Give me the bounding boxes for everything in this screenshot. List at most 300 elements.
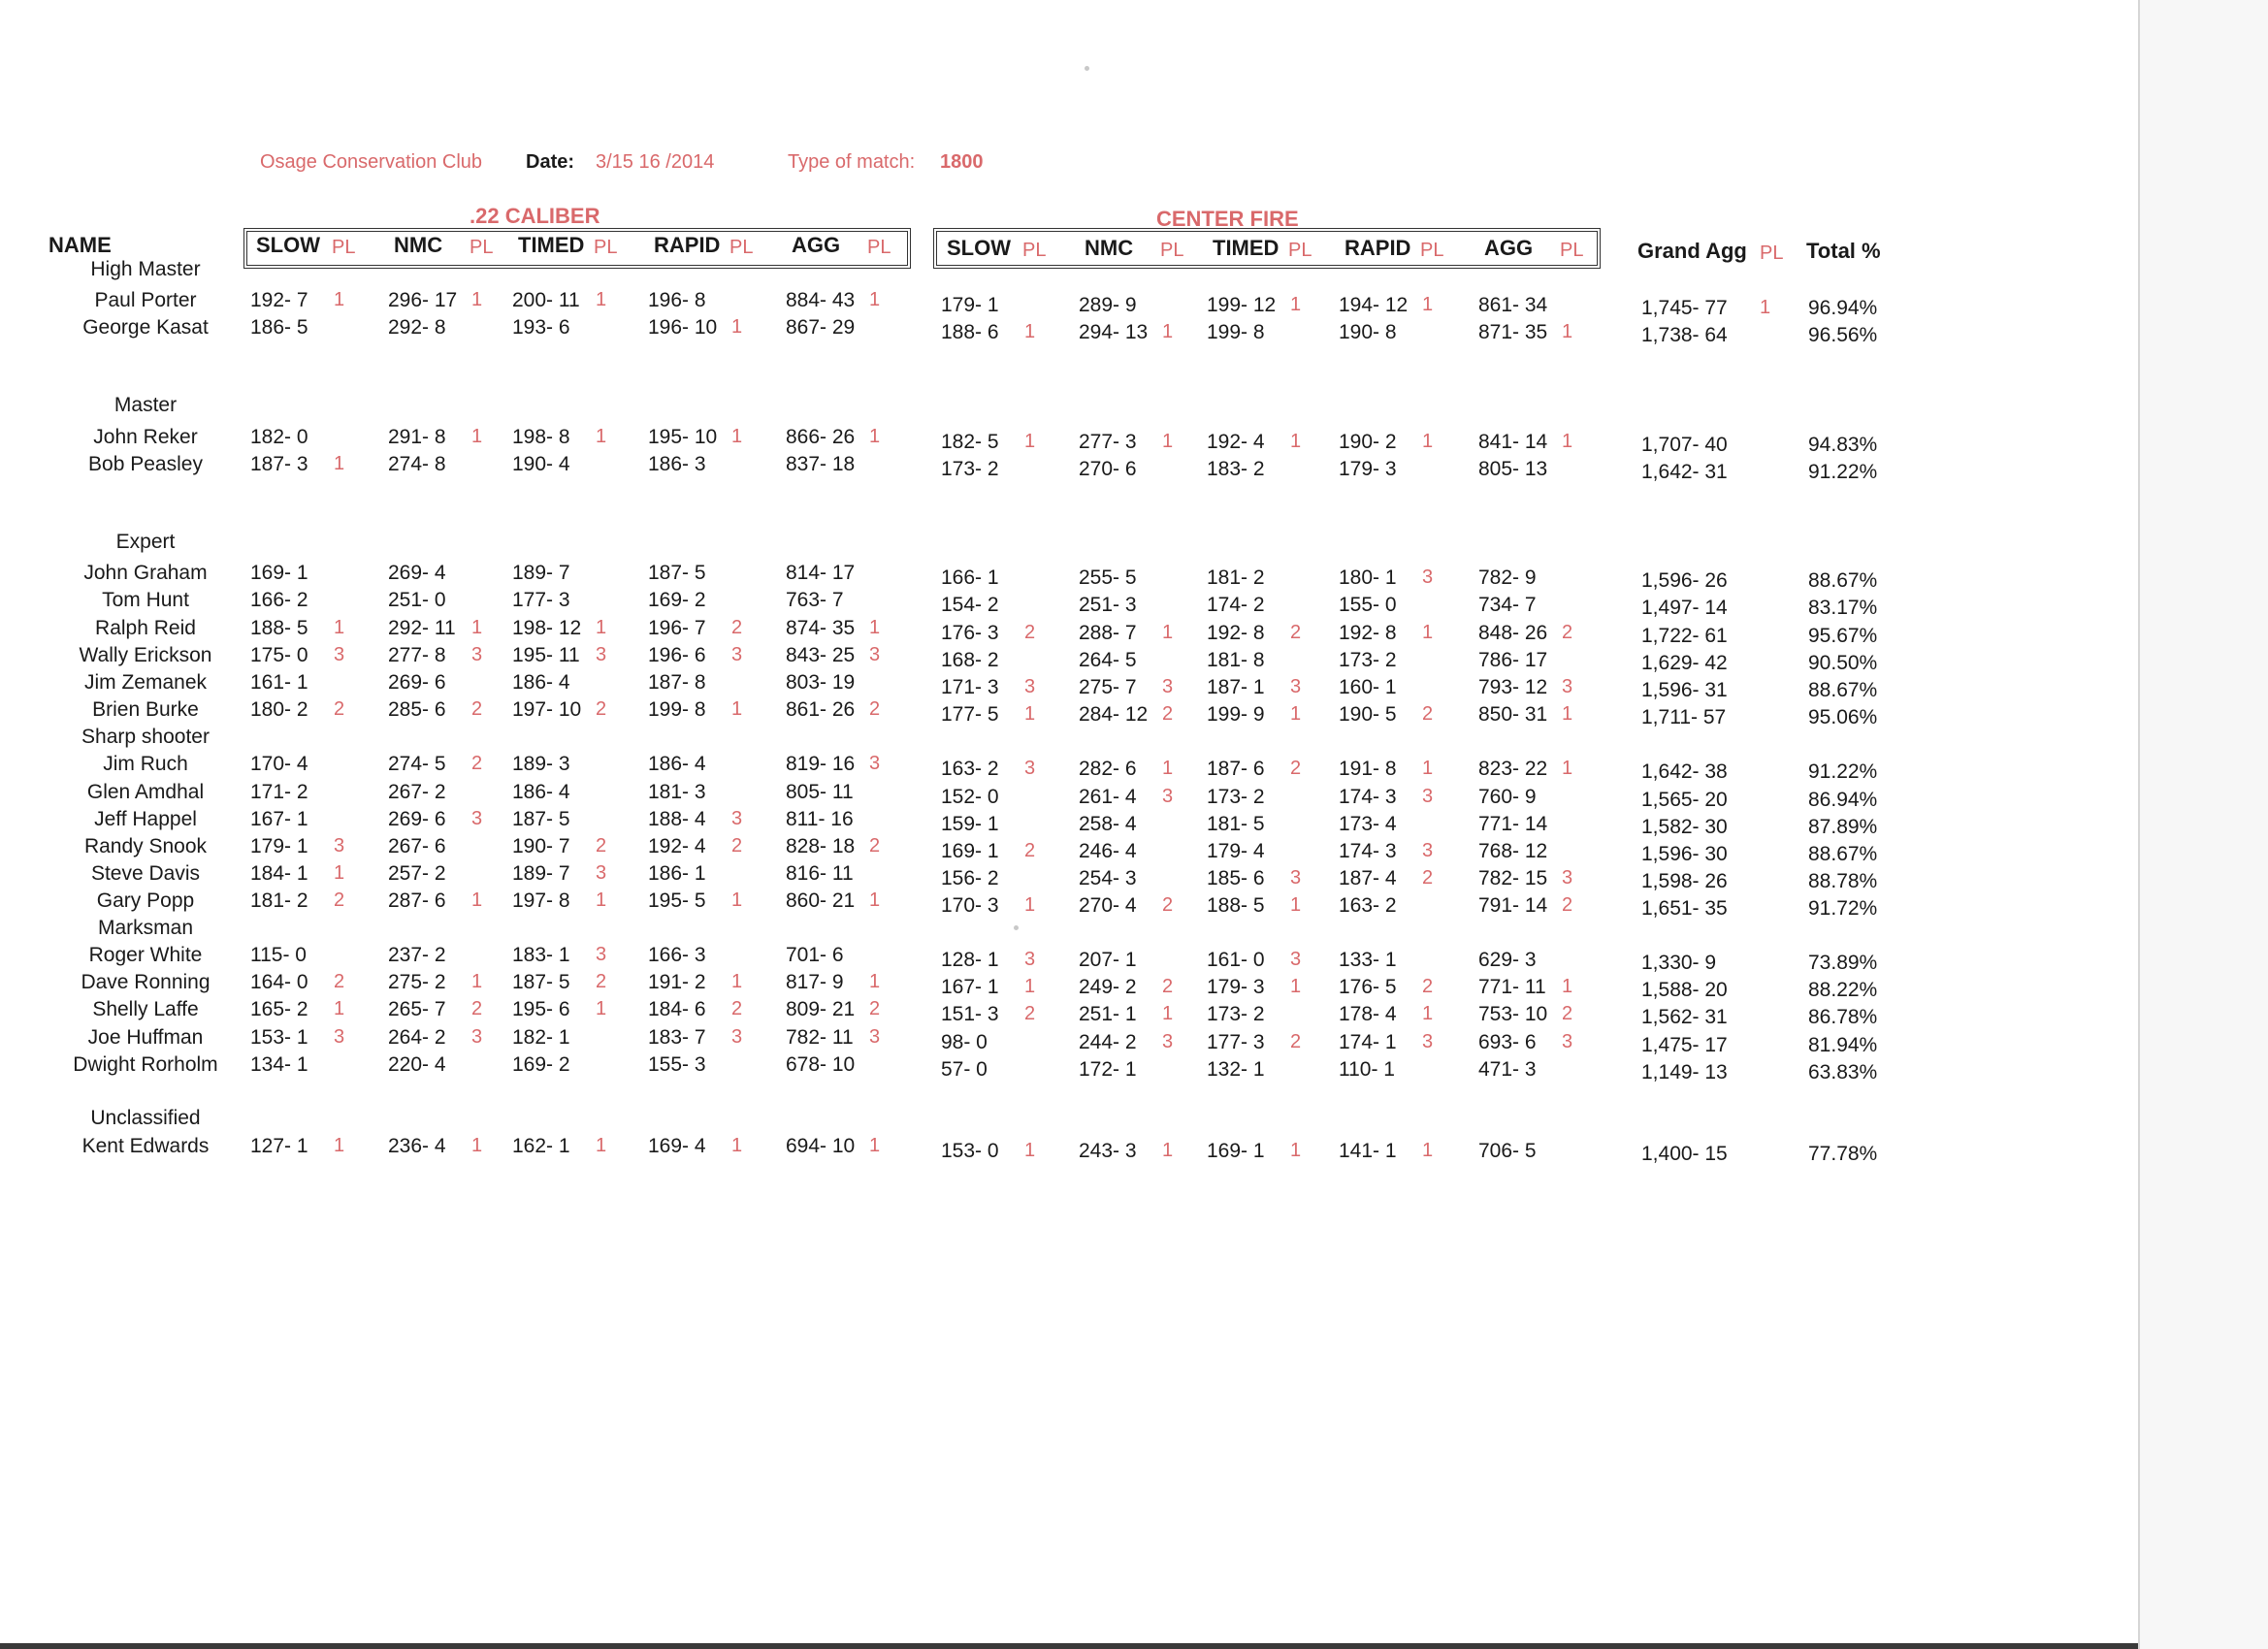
shooter-row [0,589,2138,619]
c22-nmc-header [394,233,442,258]
cf-timed-score: 199- 9 [1207,703,1265,726]
cf-rapid-score: 176- 5 [1339,976,1397,998]
c22-timed-pl-header-label: PL [594,237,618,258]
cf-slow-score: 128- 1 [941,949,999,971]
cf-slow-place: 1 [1024,703,1036,725]
shooter-name: Gary Popp [96,889,195,912]
c22-timed-pl-header [594,234,617,259]
cf-agg-score: 771- 14 [1478,813,1548,835]
c22-rapid-header-label: RAPID [654,233,721,257]
c22-agg-place: 1 [869,889,881,911]
cf-agg-score: 771- 11 [1478,976,1546,998]
c22-slow-score: 179- 1 [250,835,308,857]
c22-rapid-score: 196- 6 [648,644,706,666]
c22-nmc-score: 292- 8 [388,316,446,339]
c22-nmc-score: 236- 4 [388,1135,446,1157]
group-label: Marksman [97,917,194,939]
cf-timed-place: 1 [1290,703,1302,725]
c22-agg-pl-header [867,234,891,259]
c22-timed-score: 162- 1 [512,1135,570,1157]
cf-slow-place: 3 [1024,758,1036,779]
grand-agg-score: 1,497- 14 [1641,597,1728,619]
cf-timed-score: 132- 1 [1207,1058,1265,1081]
group-label-row [0,531,2138,558]
cf-slow-score: 171- 3 [941,676,999,698]
total-percent: 91.72% [1808,897,1878,920]
cf-timed-score: 161- 0 [1207,949,1265,971]
cf-nmc-score: 282- 6 [1079,758,1137,780]
c22-slow-score: 134- 1 [250,1053,308,1076]
cf-slow-score: 176- 3 [941,622,999,644]
cf-timed-score: 173- 2 [1207,1003,1265,1025]
cf-nmc-place: 1 [1162,758,1174,779]
cf-nmc-place: 3 [1162,676,1174,697]
section-22-caliber: .22 CALIBER [470,204,600,228]
c22-rapid-score: 187- 5 [648,562,706,584]
c22-nmc-score: 220- 4 [388,1053,446,1076]
cf-timed-score: 185- 6 [1207,867,1265,889]
c22-agg-place: 2 [869,835,881,857]
cf-agg-score: 734- 7 [1478,594,1537,616]
cf-nmc-score: 255- 5 [1079,566,1137,589]
cf-rapid-place: 3 [1422,566,1434,588]
cf-nmc-place: 1 [1162,431,1174,452]
cf-slow-score: 151- 3 [941,1003,999,1025]
cf-slow-place: 3 [1024,676,1036,697]
c22-slow-score: 165- 2 [250,998,308,1020]
cf-nmc-score: 172- 1 [1079,1058,1137,1081]
c22-agg-place: 1 [869,289,881,310]
cf-timed-place: 1 [1290,894,1302,916]
cf-nmc-score: 288- 7 [1079,622,1137,644]
c22-rapid-place: 1 [731,1135,743,1156]
total-percent: 91.22% [1808,461,1878,483]
shooter-name: Ralph Reid [95,617,196,639]
grand-agg-score: 1,582- 30 [1641,816,1728,838]
c22-agg-place: 1 [869,1135,881,1156]
c22-slow-score: 166- 2 [250,589,308,611]
cf-rapid-score: 174- 3 [1339,840,1397,862]
c22-slow-place: 1 [334,453,345,474]
c22-nmc-score: 269- 6 [388,808,446,830]
c22-slow-place: 1 [334,289,345,310]
shooter-name: John Graham [83,562,208,584]
club-name: Osage Conservation Club [260,151,483,173]
cf-agg-score: 793- 12 [1478,676,1548,698]
c22-timed-place: 1 [596,289,607,310]
c22-rapid-place: 2 [731,998,743,1019]
cf-agg-score: 805- 13 [1478,458,1548,480]
c22-slow-score: 187- 3 [250,453,308,475]
grand-agg-pl-header-label: PL [1760,242,1784,264]
c22-timed-score: 197- 8 [512,889,570,912]
cf-timed-place: 3 [1290,867,1302,889]
cf-timed-score: 187- 1 [1207,676,1265,698]
grand-agg-score: 1,596- 30 [1641,843,1728,865]
group-label: Master [113,394,178,416]
cf-agg-score: 841- 14 [1478,431,1548,453]
c22-nmc-place: 3 [471,808,483,829]
cf-agg-score: 791- 14 [1478,894,1548,917]
c22-agg-score: 837- 18 [786,453,856,475]
cf-agg-place: 2 [1562,894,1573,916]
c22-timed-score: 200- 11 [512,289,580,311]
cf-timed-place: 3 [1290,949,1302,970]
cf-nmc-score: 254- 3 [1079,867,1137,889]
c22-slow-score: 182- 0 [250,426,308,448]
cf-rapid-score: 190- 8 [1339,321,1397,343]
page-edge-strip [2138,0,2268,1649]
grand-agg-score: 1,598- 26 [1641,870,1728,892]
cf-timed-score: 174- 2 [1207,594,1265,616]
grand-agg-score: 1,707- 40 [1641,434,1728,456]
c22-timed-score: 195- 11 [512,644,580,666]
c22-rapid-score: 188- 4 [648,808,706,830]
cf-slow-score: 98- 0 [941,1031,988,1053]
shooter-name: Dwight Rorholm [73,1053,218,1076]
cf-nmc-place: 1 [1162,1140,1174,1161]
shooter-name: Shelly Laffe [92,998,199,1020]
cf-nmc-score: 294- 13 [1079,321,1149,343]
cf-rapid-score: 155- 0 [1339,594,1397,616]
shooter-row [0,617,2138,647]
date-label: Date: [526,151,575,173]
c22-timed-place: 2 [596,698,607,720]
c22-timed-place: 3 [596,944,607,965]
cf-nmc-pl-header-label: PL [1160,240,1184,261]
c22-agg-score: 805- 11 [786,781,854,803]
cf-nmc-score: 275- 7 [1079,676,1137,698]
cf-slow-place: 3 [1024,949,1036,970]
shooter-name: Steve Davis [90,862,201,885]
shooter-name: Joe Huffman [87,1026,204,1049]
c22-agg-place: 2 [869,998,881,1019]
grand-agg-score: 1,596- 31 [1641,679,1728,701]
cf-rapid-score: 174- 3 [1339,786,1397,808]
c22-slow-place: 2 [334,698,345,720]
cf-timed-score: 187- 6 [1207,758,1265,780]
cf-slow-score: 188- 6 [941,321,999,343]
total-percent: 83.17% [1808,597,1878,619]
c22-rapid-score: 195- 10 [648,426,718,448]
cf-agg-place: 3 [1562,676,1573,697]
c22-agg-place: 1 [869,971,881,992]
c22-nmc-score: 269- 6 [388,671,446,694]
cf-agg-score: 629- 3 [1478,949,1537,971]
cf-agg-score: 850- 31 [1478,703,1548,726]
grand-agg-score: 1,588- 20 [1641,979,1728,1001]
shooter-name: Tom Hunt [102,589,189,611]
shooter-row [0,644,2138,674]
cf-slow-place: 1 [1024,894,1036,916]
cf-agg-score: 786- 17 [1478,649,1548,671]
shooter-row [0,562,2138,592]
cf-rapid-place: 1 [1422,431,1434,452]
total-percent: 86.78% [1808,1006,1878,1028]
grand-agg-score: 1,400- 15 [1641,1143,1728,1165]
c22-agg-header [792,233,840,258]
c22-nmc-place: 1 [471,889,483,911]
c22-rapid-score: 191- 2 [648,971,706,993]
cf-nmc-place: 1 [1162,321,1174,342]
c22-timed-place: 1 [596,889,607,911]
shooter-name: Jim Zemanek [83,671,208,694]
total-percent: 90.50% [1808,652,1878,674]
c22-slow-place: 2 [334,889,345,911]
cf-timed-score: 179- 3 [1207,976,1265,998]
c22-rapid-score: 196- 7 [648,617,706,639]
cf-nmc-score: 277- 3 [1079,431,1137,453]
shooter-row [0,753,2138,783]
grand-agg-score: 1,722- 61 [1641,625,1728,647]
total-percent: 77.78% [1808,1143,1878,1165]
cf-nmc-score: 246- 4 [1079,840,1137,862]
cf-agg-place: 1 [1562,321,1573,342]
date-value: 3/15 16 /2014 [596,151,715,173]
cf-rapid-place: 3 [1422,840,1434,861]
c22-nmc-place: 3 [471,644,483,665]
grand-agg-score: 1,651- 35 [1641,897,1728,920]
cf-timed-score: 181- 2 [1207,566,1265,589]
cf-agg-place: 3 [1562,1031,1573,1052]
cf-nmc-score: 243- 3 [1079,1140,1137,1162]
c22-rapid-score: 181- 3 [648,781,706,803]
c22-agg-score: 860- 21 [786,889,856,912]
cf-timed-score: 192- 4 [1207,431,1265,453]
c22-rapid-pl-header-label: PL [729,237,754,258]
grand-agg-score: 1,642- 31 [1641,461,1728,483]
c22-nmc-place: 1 [471,617,483,638]
c22-slow-place: 3 [334,644,345,665]
shooter-name: Jeff Happel [94,808,197,830]
cf-timed-place: 3 [1290,676,1302,697]
cf-rapid-place: 1 [1422,294,1434,315]
c22-slow-score: 175- 0 [250,644,308,666]
grand-agg-score: 1,738- 64 [1641,324,1728,346]
c22-nmc-place: 1 [471,426,483,447]
shooter-name: Bob Peasley [88,453,203,475]
total-percent: 95.67% [1808,625,1878,647]
group-label-row [0,726,2138,753]
c22-slow-place: 3 [334,835,345,857]
c22-rapid-place: 2 [731,617,743,638]
cf-rapid-place: 1 [1422,622,1434,643]
c22-nmc-score: 265- 7 [388,998,446,1020]
cf-agg-score: 861- 34 [1478,294,1548,316]
shooter-row [0,781,2138,811]
c22-agg-score: 817- 9 [786,971,844,993]
cf-slow-place: 1 [1024,976,1036,997]
c22-slow-score: 164- 0 [250,971,308,993]
c22-agg-header-label: AGG [792,233,841,257]
cf-agg-score: 871- 35 [1478,321,1548,343]
cf-nmc-score: 251- 1 [1079,1003,1137,1025]
c22-timed-place: 2 [596,835,607,857]
total-percent: 96.56% [1808,324,1878,346]
c22-rapid-score: 186- 3 [648,453,706,475]
cf-timed-score: 192- 8 [1207,622,1265,644]
cf-agg-place: 2 [1562,622,1573,643]
cf-agg-pl-header-label: PL [1560,240,1584,261]
c22-agg-place: 1 [869,426,881,447]
total-percent: 94.83% [1808,434,1878,456]
section-center-fire: CENTER FIRE [1156,207,1299,231]
shooter-row [0,698,2138,726]
group-label-row [0,917,2138,944]
cf-slow-score: 163- 2 [941,758,999,780]
shooter-name: Kent Edwards [81,1135,210,1157]
c22-timed-score: 193- 6 [512,316,570,339]
c22-timed-header [518,233,584,258]
cf-timed-score: 199- 8 [1207,321,1265,343]
c22-rapid-place: 1 [731,971,743,992]
c22-slow-score: 161- 1 [250,671,308,694]
c22-slow-place: 1 [334,617,345,638]
cf-rapid-score: 110- 1 [1339,1058,1395,1081]
cf-slow-score: 169- 1 [941,840,999,862]
cf-timed-score: 177- 3 [1207,1031,1265,1053]
c22-slow-score: 188- 5 [250,617,308,639]
cf-rapid-place: 3 [1422,786,1434,807]
c22-agg-place: 3 [869,644,881,665]
c22-rapid-place: 1 [731,698,743,720]
cf-nmc-score: 244- 2 [1079,1031,1137,1053]
cf-slow-place: 1 [1024,321,1036,342]
c22-timed-score: 187- 5 [512,808,570,830]
cf-agg-place: 1 [1562,431,1573,452]
c22-timed-score: 198- 8 [512,426,570,448]
total-percent: 73.89% [1808,952,1878,974]
grand-agg-score: 1,565- 20 [1641,789,1728,811]
shooter-row [0,1026,2138,1056]
c22-rapid-score: 183- 7 [648,1026,706,1049]
grand-agg-score: 1,562- 31 [1641,1006,1728,1028]
cf-rapid-place: 2 [1422,703,1434,725]
cf-agg-header-label: AGG [1484,236,1534,260]
shooter-row [0,453,2138,483]
total-percent: 87.89% [1808,816,1878,838]
cf-rapid-score: 179- 3 [1339,458,1397,480]
total-percent: 88.22% [1808,979,1878,1001]
cf-timed-score: 169- 1 [1207,1140,1265,1162]
cf-agg-score: 760- 9 [1478,786,1537,808]
c22-slow-score: 192- 7 [250,289,308,311]
grand-agg-score: 1,475- 17 [1641,1034,1728,1056]
c22-nmc-score: 237- 2 [388,944,446,966]
c22-timed-score: 190- 4 [512,453,570,475]
c22-agg-score: 814- 17 [786,562,856,584]
c22-timed-header-label: TIMED [518,233,585,257]
c22-agg-score: 819- 16 [786,753,856,775]
cf-slow-score: 170- 3 [941,894,999,917]
cf-slow-place: 2 [1024,840,1036,861]
shooter-row [0,316,2138,346]
cf-agg-place: 1 [1562,758,1573,779]
c22-agg-score: 678- 10 [786,1053,856,1076]
cf-slow-place: 1 [1024,431,1036,452]
c22-timed-score: 189- 7 [512,562,570,584]
c22-nmc-score: 296- 17 [388,289,458,311]
cf-rapid-place: 1 [1422,1003,1434,1024]
c22-slow-score: 127- 1 [250,1135,308,1157]
cf-agg-place: 3 [1562,867,1573,889]
shooter-row [0,862,2138,892]
cf-rapid-score: 174- 1 [1339,1031,1397,1053]
c22-timed-place: 1 [596,998,607,1019]
c22-slow-header-label: SLOW [256,233,320,257]
c22-timed-score: 186- 4 [512,671,570,694]
c22-slow-score: 171- 2 [250,781,308,803]
cf-timed-place: 2 [1290,622,1302,643]
cf-nmc-score: 251- 3 [1079,594,1137,616]
grand-agg-score: 1,642- 38 [1641,760,1728,783]
cf-rapid-score: 194- 12 [1339,294,1409,316]
c22-timed-score: 183- 1 [512,944,570,966]
c22-agg-place: 2 [869,698,881,720]
c22-timed-place: 3 [596,644,607,665]
speck [1085,66,1089,71]
cf-nmc-header-label: NMC [1085,236,1134,260]
c22-rapid-score: 186- 4 [648,753,706,775]
c22-timed-score: 189- 7 [512,862,570,885]
cf-rapid-score: 163- 2 [1339,894,1397,917]
cf-nmc-place: 2 [1162,976,1174,997]
c22-rapid-score: 169- 4 [648,1135,706,1157]
cf-slow-score: 182- 5 [941,431,999,453]
shooter-name: Roger White [88,944,203,966]
cf-timed-score: 188- 5 [1207,894,1265,917]
c22-nmc-place: 1 [471,1135,483,1156]
cf-nmc-score: 270- 6 [1079,458,1137,480]
shooter-row [0,835,2138,865]
shooter-name: Brien Burke [92,698,199,721]
c22-timed-score: 169- 2 [512,1053,570,1076]
total-percent: 91.22% [1808,760,1878,783]
cf-rapid-score: 141- 1 [1339,1140,1397,1162]
cf-agg-score: 823- 22 [1478,758,1548,780]
group-label: High Master [90,258,201,280]
shooter-name: Glen Amdhal [86,781,205,803]
c22-nmc-score: 251- 0 [388,589,446,611]
c22-rapid-place: 2 [731,835,743,857]
cf-nmc-score: 207- 1 [1079,949,1137,971]
cf-timed-score: 173- 2 [1207,786,1265,808]
c22-slow-score: 181- 2 [250,889,308,912]
c22-rapid-score: 196- 10 [648,316,718,339]
c22-slow-place: 1 [334,998,345,1019]
grand-agg-header-label: Grand Agg [1637,239,1747,263]
c22-agg-place: 1 [869,617,881,638]
c22-timed-score: 197- 10 [512,698,582,721]
c22-rapid-place: 3 [731,1026,743,1048]
cf-timed-place: 2 [1290,758,1302,779]
cf-rapid-score: 173- 4 [1339,813,1397,835]
c22-slow-score: 169- 1 [250,562,308,584]
cf-rapid-score: 160- 1 [1339,676,1397,698]
cf-rapid-score: 191- 8 [1339,758,1397,780]
cf-timed-place: 1 [1290,1140,1302,1161]
cf-agg-place: 1 [1562,976,1573,997]
shooter-row [0,426,2138,456]
c22-slow-score: 115- 0 [250,944,307,966]
c22-timed-place: 1 [596,426,607,447]
cf-rapid-score: 133- 1 [1339,949,1397,971]
c22-rapid-place: 3 [731,644,743,665]
c22-slow-header [256,233,320,258]
shooter-row [0,808,2138,838]
cf-rapid-score: 187- 4 [1339,867,1397,889]
total-percent: 96.94% [1808,297,1878,319]
